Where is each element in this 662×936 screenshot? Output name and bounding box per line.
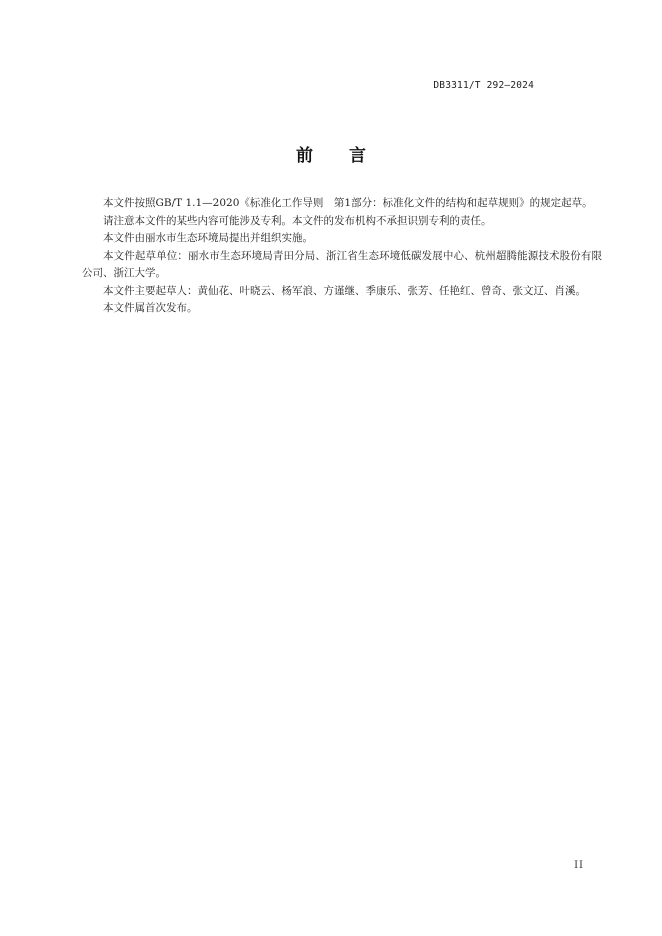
foreword-body (82, 195, 602, 318)
paragraph-proposer: 本文件由丽水市生态环境局提出并组织实施。 (103, 232, 313, 244)
document-code: DB3311/T 292—2024 (433, 80, 534, 91)
paragraph-drafters: 本文件主要起草人：黄仙花、叶晓云、杨军浪、方谨继、季康乐、张芳、任艳红、曾奇、张文辽、肖溪。 (103, 284, 586, 297)
page-number: II (574, 860, 584, 871)
paragraph-first-release: 本文件属首次发布。 (103, 302, 198, 314)
paragraph-patent-notice: 请注意本文件的某些内容可能涉及专利。本文件的发布机构不承担识别专利的责任。 (103, 214, 492, 227)
paragraph-drafting-basis: 本文件按照GB/T 1.1—2020《标准化工作导则 第1部分：标准化文件的结构和起草规则》的规定起草。 (103, 197, 593, 209)
page-title: 前言 (296, 146, 402, 166)
paragraph-drafting-units: 本文件起草单位：丽水市生态环境局青田分局、浙江省生态环境低碳发展中心、杭州超腾能源技术股份有限公司、浙江大学。 (82, 249, 602, 279)
